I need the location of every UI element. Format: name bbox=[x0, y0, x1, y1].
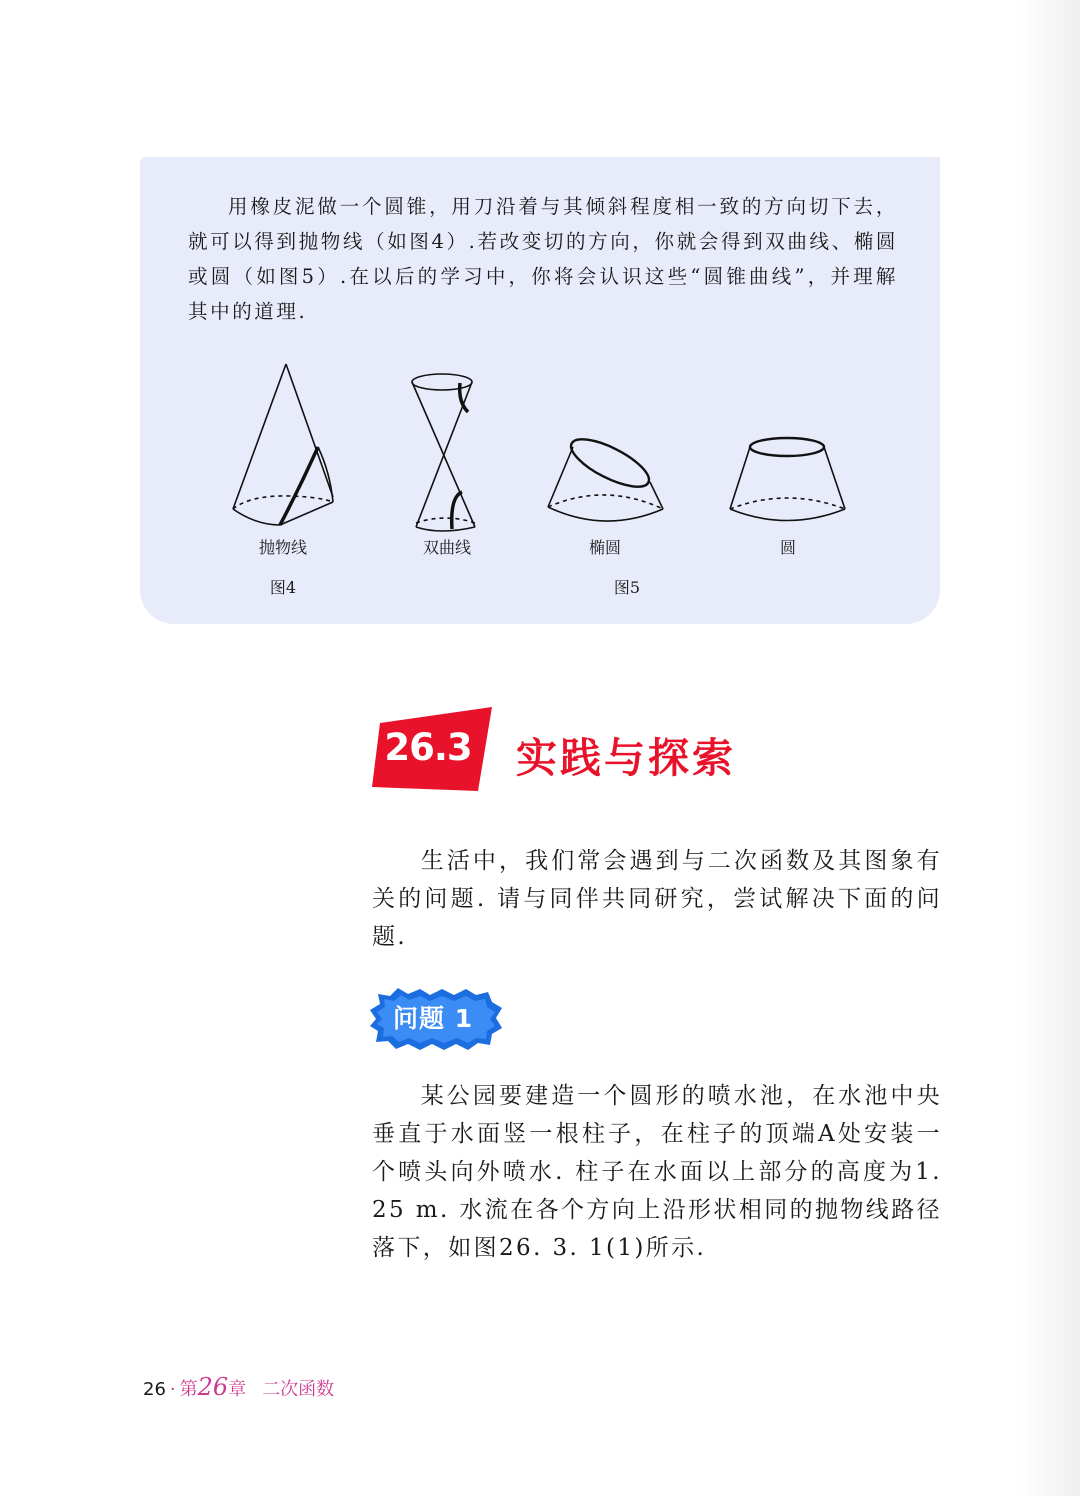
section-title: 实践与探索 bbox=[516, 734, 736, 782]
caption-circle: 圆 bbox=[779, 538, 796, 557]
chapter-number: 26 bbox=[197, 1373, 229, 1401]
caption-ellipse: 椭圆 bbox=[588, 538, 621, 557]
page-footer bbox=[143, 1373, 334, 1401]
footer-dot: · bbox=[169, 1379, 176, 1400]
caption-hyperbola: 双曲线 bbox=[422, 538, 471, 557]
page-number: 26 bbox=[143, 1379, 166, 1400]
section-number: 26.3 bbox=[384, 726, 472, 769]
figure-4-label: 图4 bbox=[269, 578, 297, 597]
figure-5-label: 图5 bbox=[613, 578, 641, 597]
intro-paragraph bbox=[372, 842, 942, 956]
chapter-title: 二次函数 bbox=[262, 1379, 335, 1400]
ellipse-cone bbox=[548, 430, 663, 521]
intro-text: 生活中，我们常会遇到与二次函数及其图象有关的问题. 请与同伴共同研究，尝试解决下面的问题. bbox=[372, 848, 942, 950]
info-box bbox=[140, 157, 940, 624]
page-edge-shadow bbox=[1020, 0, 1080, 1496]
info-text: 用橡皮泥做一个圆锥，用刀沿着与其倾斜程度相一致的方向切下去，就可以得到抛物线（如图4）.若改变切的方向，你就会得到双曲线、椭圆或圆（如图5）.在以后的学习中，你将会认识这些“圆锥曲线”，并理解其中的道理. bbox=[188, 195, 898, 323]
hyperbola-cone bbox=[412, 374, 475, 531]
problem-text: 某公园要建造一个圆形的喷水池，在水池中央垂直于水面竖一根柱子，在柱子的顶端A处安装一个喷头向外喷水. 柱子在水面以上部分的高度为1. 25 m. 水流在各个方向上沿形状相同的抛物线路径落下，如图26. 3. 1(1)所示. bbox=[372, 1083, 943, 1261]
caption-parabola: 抛物线 bbox=[258, 538, 307, 557]
parabola-cone bbox=[233, 364, 333, 525]
chapter-suffix: 章 bbox=[228, 1379, 247, 1400]
problem-paragraph bbox=[372, 1077, 942, 1267]
problem-label: 问题 1 bbox=[393, 1004, 474, 1033]
circle-cone bbox=[730, 438, 845, 521]
chapter-prefix: 第 bbox=[179, 1379, 198, 1400]
